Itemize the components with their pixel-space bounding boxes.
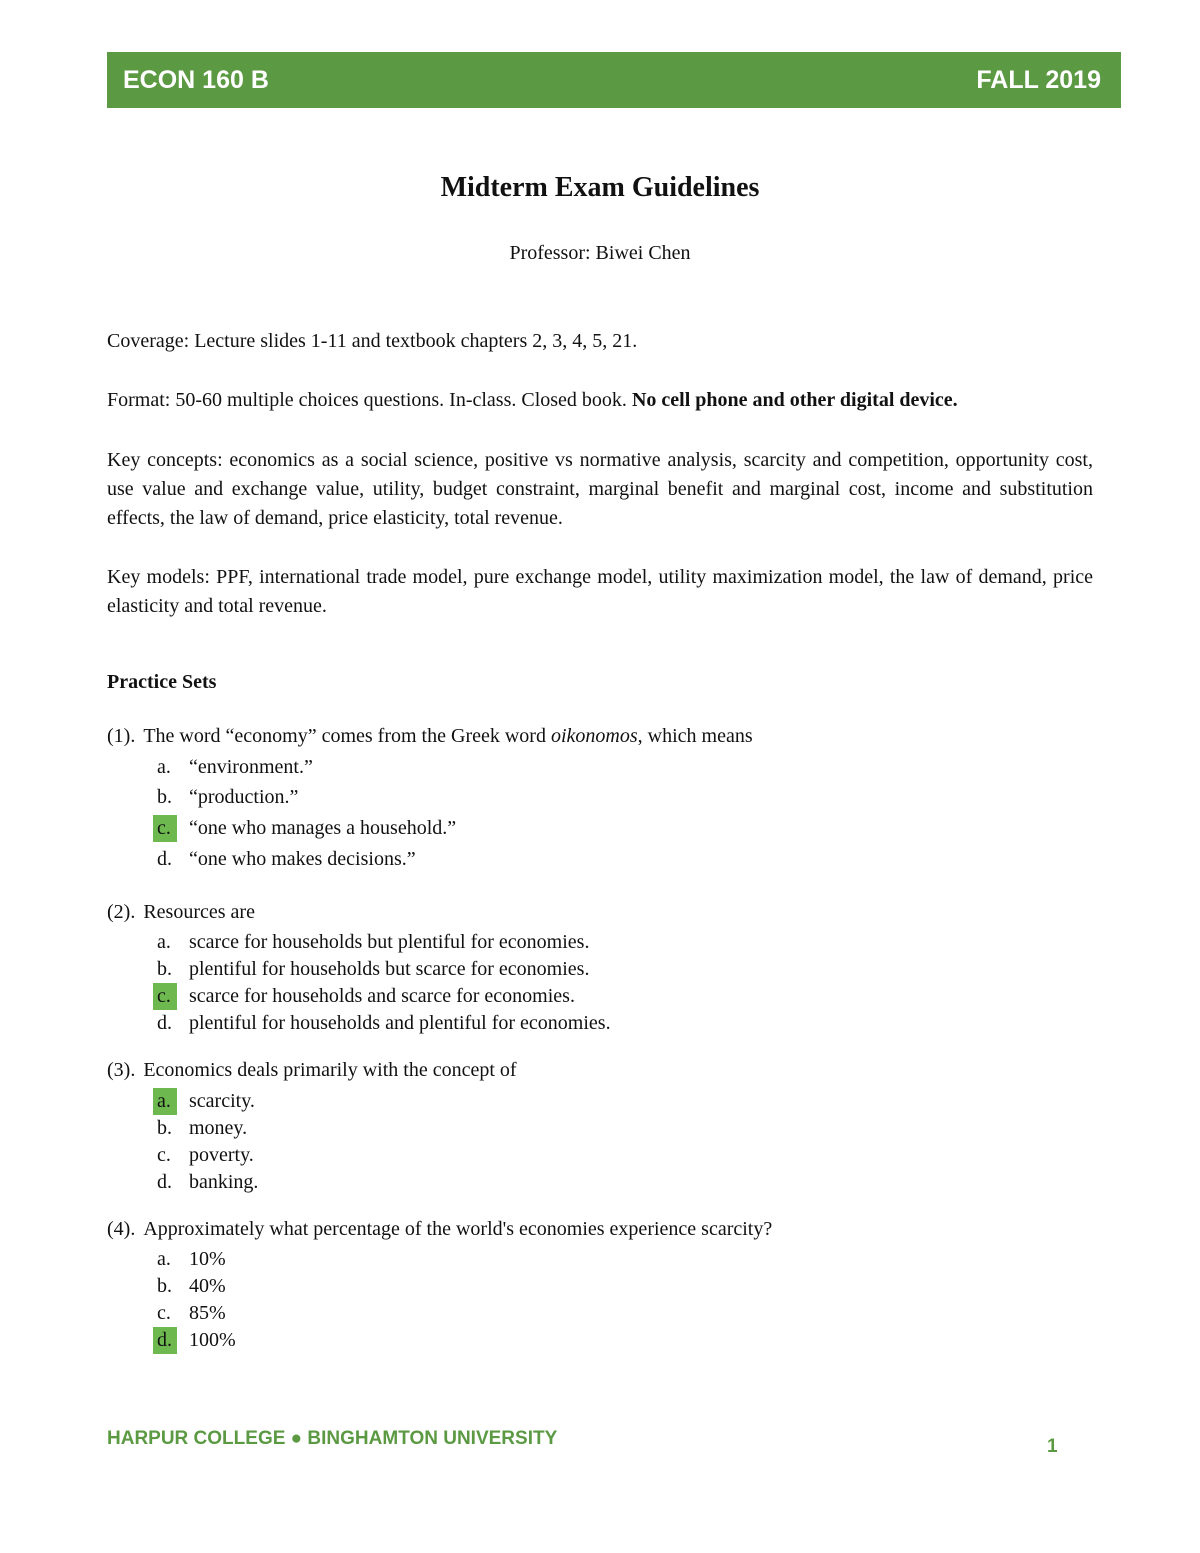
option-letter: b.: [157, 786, 172, 808]
page-number: 1: [1047, 1436, 1058, 1457]
page-title: Midterm Exam Guidelines: [440, 172, 760, 203]
question-number: (2).: [107, 901, 136, 923]
option-text: 10%: [189, 1248, 226, 1270]
option-list: [107, 1246, 772, 1354]
option-c: [107, 1300, 772, 1327]
option-text: “environment.”: [189, 756, 313, 778]
option-d: [107, 844, 753, 875]
option-letter: b.: [157, 1117, 172, 1139]
correct-answer-highlight: a.: [153, 1088, 177, 1115]
key-models-paragraph: Key models: PPF, international trade model, pure exchange model, utility maximization model, the law of demand, price elasticity and total revenue.: [107, 566, 1093, 617]
course-code: ECON 160 B: [123, 65, 269, 94]
option-letter: d.: [157, 848, 172, 870]
option-c-correct: [107, 813, 753, 844]
question-2: [107, 898, 611, 1037]
question-stem: [107, 898, 611, 926]
coverage-paragraph: Coverage: Lecture slides 1-11 and textbook chapters 2, 3, 4, 5, 21.: [107, 330, 638, 352]
option-letter: a.: [157, 756, 171, 778]
option-b: [107, 1115, 517, 1142]
practice-sets-heading: Practice Sets: [107, 671, 217, 693]
option-list: [107, 929, 611, 1037]
question-number: (4).: [107, 1218, 136, 1240]
option-a: [107, 753, 753, 782]
correct-answer-highlight: d.: [153, 1327, 177, 1354]
option-letter: b.: [157, 958, 172, 980]
question-stem: [107, 1056, 517, 1084]
option-letter: c.: [157, 1302, 171, 1324]
option-a-correct: [107, 1088, 517, 1115]
correct-answer-highlight: c.: [153, 815, 177, 842]
option-text: “production.”: [189, 786, 299, 808]
option-c: [107, 1142, 517, 1169]
option-d: [107, 1010, 611, 1037]
option-text: “one who manages a household.”: [189, 817, 457, 839]
option-list: [107, 753, 753, 875]
format-paragraph: [107, 386, 1093, 415]
format-text: Format: 50-60 multiple choices questions. In-class. Closed book.: [107, 389, 632, 411]
stem-text: Economics deals primarily with the concept of: [143, 1059, 517, 1081]
question-number: (3).: [107, 1059, 136, 1081]
option-text: “one who makes decisions.”: [189, 848, 416, 870]
professor-name: Professor: Biwei Chen: [509, 242, 691, 264]
correct-answer-highlight: c.: [153, 983, 177, 1010]
option-b: [107, 782, 753, 813]
option-text: 85%: [189, 1302, 226, 1324]
option-text: plentiful for households and plentiful for economies.: [189, 1012, 611, 1034]
footer-institution: HARPUR COLLEGE ● BINGHAMTON UNIVERSITY: [107, 1428, 558, 1449]
option-letter: a.: [157, 1248, 171, 1270]
stem-text-end: , which means: [637, 725, 753, 747]
option-text: plentiful for households but scarce for economies.: [189, 958, 590, 980]
option-a: [107, 929, 611, 956]
option-text: 100%: [189, 1329, 236, 1351]
option-text: scarcity.: [189, 1090, 255, 1112]
option-text: money.: [189, 1117, 248, 1139]
option-a: [107, 1246, 772, 1273]
option-letter: b.: [157, 1275, 172, 1297]
option-text: scarce for households and scarce for economies.: [189, 985, 575, 1007]
option-text: banking.: [189, 1171, 259, 1193]
option-b: [107, 1273, 772, 1300]
stem-text: Resources are: [143, 901, 255, 923]
option-letter: a.: [157, 931, 171, 953]
stem-emphasis: oikonomos: [550, 725, 638, 747]
question-3: [107, 1056, 517, 1196]
option-d: [107, 1169, 517, 1196]
option-b: [107, 956, 611, 983]
option-letter: d.: [157, 1171, 172, 1193]
option-letter: c.: [157, 1144, 171, 1166]
option-text: 40%: [189, 1275, 226, 1297]
question-4: [107, 1215, 772, 1354]
question-1: [107, 722, 753, 875]
question-stem: [107, 1215, 772, 1243]
key-concepts-paragraph: Key concepts: economics as a social science, positive vs normative analysis, scarcity and competition, opportunity cost, use value and exchange value, utility, budget constraint, marginal benefit and marginal cost, income and substitution effects, the law of demand, price elasticity, total revenue.: [107, 449, 1093, 529]
header-bar: [107, 52, 1121, 108]
option-text: scarce for households but plentiful for economies.: [189, 931, 590, 953]
format-bold-warning: No cell phone and other digital device.: [631, 389, 958, 411]
option-text: poverty.: [189, 1144, 254, 1166]
option-list: [107, 1088, 517, 1196]
option-letter: d.: [157, 1012, 172, 1034]
question-stem: [107, 722, 753, 750]
term: FALL 2019: [976, 65, 1101, 94]
option-d-correct: [107, 1327, 772, 1354]
stem-text: Approximately what percentage of the world's economies experience scarcity?: [143, 1218, 773, 1240]
stem-text: The word “economy” comes from the Greek word: [143, 725, 551, 747]
option-c-correct: [107, 983, 611, 1010]
question-number: (1).: [107, 725, 136, 747]
